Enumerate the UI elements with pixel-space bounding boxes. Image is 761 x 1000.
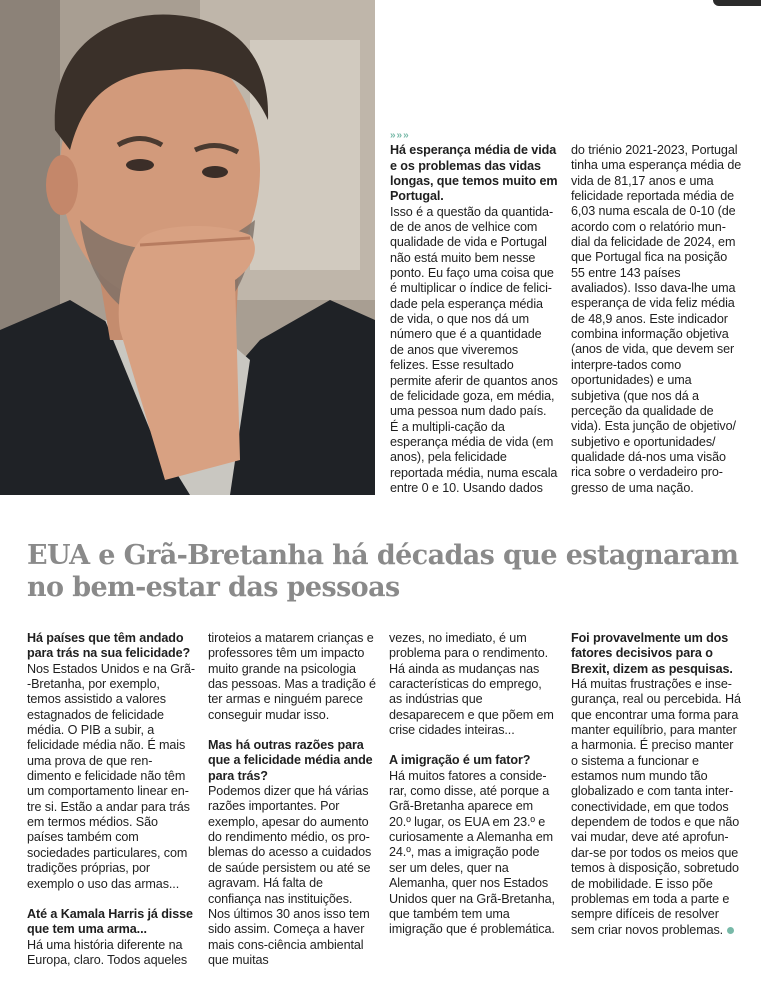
question-5: Foi provavelmente um dos fatores decisivos para o Brexit, dizem as pesquisas. (571, 631, 733, 676)
intro-answer-part-2: do triénio 2021-2023, Portugal tinha uma esperança média de vida de 81,17 anos e uma felicidade reportada média de 6,03 numa escala de 0-10 (de acordo com o relatório mun-dial da felicidade de 2024, em que Portugal fica na posição 55 entre 143 países avaliados). Isso dava-lhe uma esperança de vida feliz média de 48,9 anos. Este indicador combina informação objetiva (anos de vida, que devem ser interpre-tados como oportunidades) e uma subjetiva (que nos dá a perceção da qualidade de vida). Esta junção de objetivo/ subjetivo e oportunidades/ qualidade dá-nos uma visão rica sobre o verdadeiro pro-gresso de uma nação. (571, 143, 742, 495)
portrait-illustration (0, 0, 375, 495)
intro-column-2 (571, 143, 743, 496)
end-of-article-icon (727, 927, 734, 934)
body-column-3 (389, 631, 557, 938)
question-2: Até a Kamala Harris já disse que tem uma arma... (27, 906, 193, 937)
answer-2-start: Há uma história diferente na Europa, claro. Todos aqueles (27, 937, 188, 967)
answer-3-start: Podemos dizer que há várias razões importantes. Por exemplo, apesar do aumento do rendimento médio, os pro-blemas do acesso a cuidados de saúde persistem ou até se agravam. Há falta de confiança nas instituições. Nos últimos 30 anos isso tem sido assim. Começa a haver mais cons-ciência ambiental que muitas (208, 784, 372, 967)
answer-1: Nos Estados Unidos e na Grã--Bretanha, por exemplo, temos assistido a valores estagnados de felicidade média. O PIB a subir, a felicidade média não. É mais uma prova de que ren-dimento e felicidade não têm um comportamento linear en-tre si. Estão a andar para trás em termos médios. São países também com sociedades particulares, com tradições próprias, por exemplo o uso das armas... (27, 661, 195, 891)
body-column-4 (571, 631, 743, 938)
article-headline: EUA e Grã-Bretanha há décadas que estagnaram no bem-estar das pessoas (27, 540, 739, 603)
question-3: Mas há outras razões para que a felicidade média ande para trás? (208, 738, 373, 783)
answer-3-cont: vezes, no imediato, é um problema para o rendimento. Há ainda as mudanças nas características do emprego, as indústrias que desaparecem e que põem em crise cidades inteiras... (389, 631, 554, 738)
question-1: Há países que têm andado para trás na sua felicidade? (27, 631, 191, 661)
portrait-photo (0, 0, 375, 495)
section-marker: »»» (390, 130, 410, 141)
answer-2-cont: tiroteios a matarem crianças e professores têm um impacto muito grande na psicologia das pessoas. Mas a tradição é ter armas e ninguém parece conseguir mudar isso. (208, 631, 376, 722)
question-4: A imigração é um fator? (389, 753, 531, 768)
intro-question: Há esperança média de vida e os problemas das vidas longas, que temos muito em Portugal. (390, 143, 558, 204)
body-column-1 (27, 631, 195, 968)
answer-5: Há muitas frustrações e inse-gurança, real ou percebida. Há que encontrar uma forma para manter equilíbrio, para manter a harmonia. É preciso manter o sistema a funcionar e estamos num mundo tão globalizado e com tanta inter-conectividade, em que todos dependem de todos e que não vai mudar, deve até aprofun-dar-se por todos os meios que temos à disposição, sobretudo de mobilidade. E isso põe problemas em toda a parte e sempre difíceis de resolver sem criar novos problemas. (571, 677, 741, 937)
answer-4: Há muitos fatores a conside-rar, como disse, até porque a Grã-Bretanha aparece em 20.º lugar, os EUA em 23.º e curiosamente a Alemanha em 24.º, mas a imigração pode ser um deles, quer na Alemanha, quer nos Estados Unidos quer na Grã-Bretanha, que também tem uma imigração que é problemática. (389, 768, 555, 937)
intro-answer-part-1: Isso é a questão da quantida-de de anos de velhice com qualidade de vida e Portugal não está muito bem nesse ponto. Eu faço uma coisa que é multiplicar o índice de felici-dade pela esperança média de vida, o que nos dá um número que é a quantidade de anos que viveremos felizes. Esse resultado permite aferir de quantos anos de felicidade goza, em média, uma pessoa num dado país. É a multipli-cação da esperança média de vida (em anos), pela felicidade reportada média, numa escala entre 0 e 10. Usando dados (390, 204, 558, 495)
page-tab-marker (713, 0, 761, 6)
intro-column-1 (390, 128, 558, 496)
body-column-2 (208, 631, 376, 968)
